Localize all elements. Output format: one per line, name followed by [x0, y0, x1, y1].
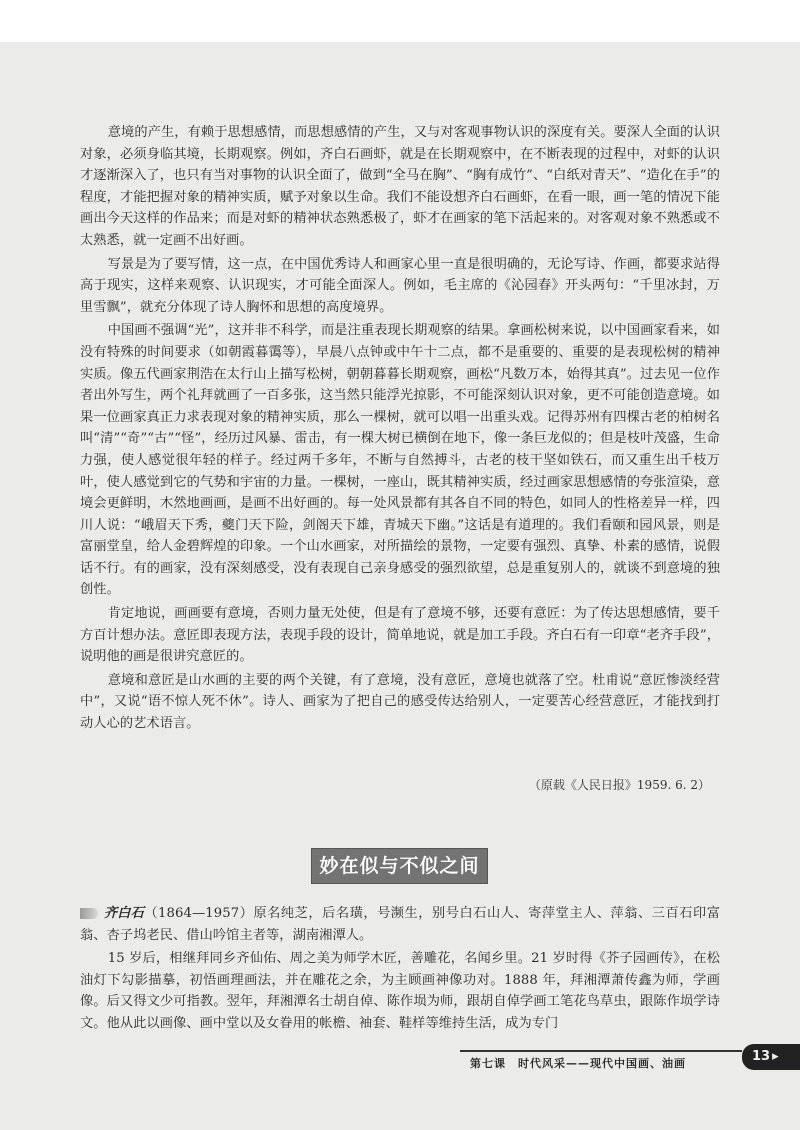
- footer-chapter: 第七课 时代风采——现代中国画、油画: [470, 1057, 686, 1070]
- footer-divider: [460, 1050, 742, 1052]
- article-paragraph-1: 意境的产生，有赖于思想感情，而思想感情的产生，又与对客观事物认识的深度有关。要深人全面的认识对象，必须身临其境，长期观察。例如，齐白石画虾，就是在长期观察中，在不断表现的过程中，对虾的认识才逐渐深入了，也只有当对事物的认识全面了，做到“全马在胸”、“胸有成竹”、“白纸对青天”、“造化在手”的程度，才能把握对象的精神实质，赋予对象以生命。我们不能设想齐白石画虾，在看一眼，画一笔的情况下能画出今天这样的作品来；而是对虾的精神状态熟悉极了，虾才在画家的笔下活起来的。对客观对象不熟悉或不太熟悉，就一定画不出好画。: [80, 125, 720, 248]
- article-paragraph-2: 写景是为了要写情，这一点，在中国优秀诗人和画家心里一直是很明确的，无论写诗、作画，都要求站得高于现实，这样来观察、认识现实，才可能全面深人。例如，毛主席的《沁园春》开头两句：“千里冰封，万里雪飘”，就充分体现了诗人胸怀和思想的高度境界。: [80, 256, 720, 315]
- article-paragraph-3: 中国画不强调“光”，这并非不科学，而是注重表现长期观察的结果。拿画松树来说，以中国画家看来，如没有特殊的时间要求（如朝霞暮霭等），早晨八点钟或中午十二点，都不是重要的、重要的是表现松树的精神实质。像五代画家荆浩在太行山上描写松树，朝朝暮暮长期观察，画松“凡数万本，始得其真”。过去见一位作者出外写生，两个礼拜就画了一百多张，这当然只能浮光掠影，不可能深刻认识对象，更不可能创造意境。如果一位画家真正力求表现对象的精神实质，那么一棵树，就可以唱一出重头戏。记得苏州有四棵古老的柏树名叫“清”“奇”“古”“怪”，经历过风暴、雷击，有一棵大树已横倒在地下，像一条巨龙似的；但是枝叶茂盛，生命力强，使人感觉很年轻的样子。经过两千多年，不断与自然搏斗，古老的枝干坚如铁石，而又重生出千枝万叶，使人感觉到它的气势和宇宙的力量。一棵树，一座山，既其精神实质，经过画家思想感情的夸张渲染，意境会更鲜明，木然地画画，是画不出好画的。每一处风景都有其各自不同的特色，如同人的性格差异一样，四川人说：“峨眉天下秀，夔门天下险，剑阁天下雄，青城天下幽。”这话是有道理的。我们看颐和园风景，则是富丽堂皇，给人金碧辉煌的印象。一个山水画家，对所描绘的景物，一定要有强烈、真挚、朴素的感情，说假话不行。有的画家，没有深刻感受，没有表现自己亲身感受的强烈欲望，总是重复别人的，就谈不到意境的独创性。: [80, 323, 720, 598]
- biography-first-text: （1864—1957）原名纯芝，后名璜，号濒生，别号白石山人、寄萍堂主人、萍翁、三百石印富翁、杏子坞老民、借山吟馆主者等，湖南湘潭人。: [80, 906, 720, 943]
- article-body: [80, 122, 720, 737]
- article-paragraph-5: 意境和意匠是山水画的主要的两个关键，有了意境，没有意匠，意境也就落了空。杜甫说“意匠惨淡经营中”，又说“语不惊人死不休”。诗人、画家为了把自己的感受传达给别人，一定要苦心经营意匠，才能找到打动人心的艺术语言。: [80, 672, 720, 732]
- arrow-right-icon: ▸: [772, 1049, 779, 1064]
- page-number: 13: [752, 1049, 771, 1064]
- page-number-tab: [742, 1044, 800, 1070]
- article-paragraph-4: 肯定地说，画画要有意境，否则力量无处使，但是有了意境不够，还要有意匠：为了传达思想感情，要千方百计想办法。意匠即表现方法，表现手段的设计，简单地说，就是加工手段。齐白石有一印章“老齐手段”，说明他的画是很讲究意匠的。: [80, 606, 720, 665]
- biography-paragraph-1: [80, 903, 720, 946]
- article-source: （原载《人民日报》1959. 6. 2）: [528, 778, 710, 792]
- section-title: 妙在似与不似之间: [311, 848, 488, 884]
- biography-body: [80, 903, 720, 1037]
- biography-paragraph-2: 15 岁后，相继拜同乡齐仙佑、周之美为师学木匠，善雕花，名闻乡里。21 岁时得《芥子园画传》，在松油灯下勾影描摹，初悟画理画法，并在雕花之余，为主顾画神像功对。1888 年，拜湘潭萧传鑫为师，学画像。后又得文少可指教。翌年，拜湘潭名士胡自倬、陈作埙为师，跟胡自倬学画工笔花鸟草虫，跟陈作埙学诗文。他从此以画像、画中堂以及女眷用的帐檐、袖套、鞋样等维持生活，成为专门: [80, 951, 720, 1031]
- biography-name: 齐白石: [80, 903, 144, 925]
